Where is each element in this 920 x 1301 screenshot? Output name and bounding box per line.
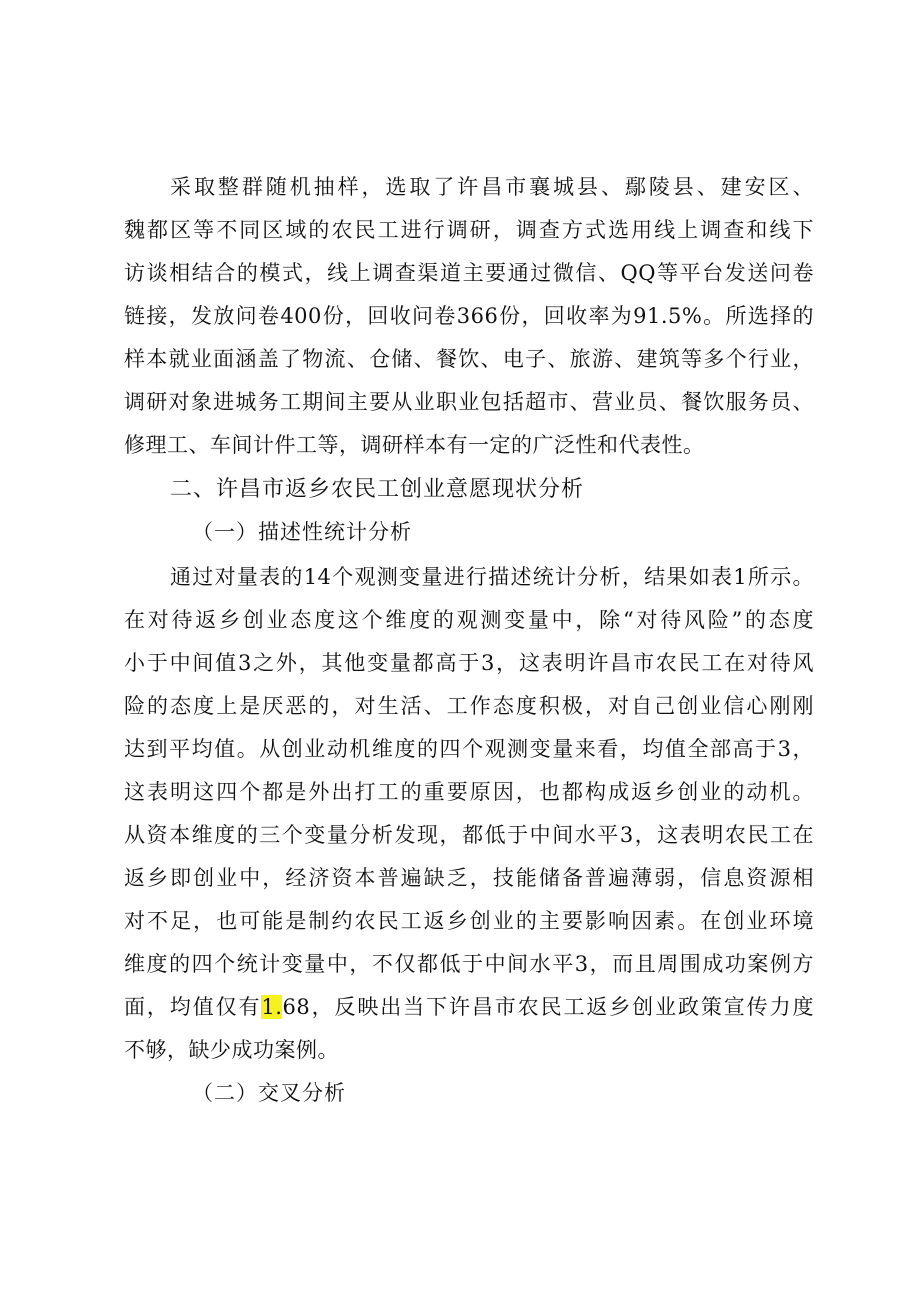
subsection-heading-cross-analysis: （二）交叉分析: [192, 1081, 346, 1105]
paragraph-line-highlighted: [124, 992, 814, 1022]
paragraph-line: 在对待返乡创业态度这个维度的观测变量中，除“对待风险”的态度: [124, 608, 814, 632]
highlighted-text: 1.: [261, 995, 283, 1019]
section-heading: 二、许昌市返乡农民工创业意愿现状分析: [170, 477, 585, 502]
paragraph-line: 链接，发放问卷400份，回收问卷366份，回收率为91.5%。所选择的: [124, 304, 814, 328]
paragraph-line: 通过对量表的14个观测变量进行描述统计分析，结果如表1所示。: [170, 565, 814, 589]
paragraph-line: 调研对象进城务工期间主要从业职业包括超市、营业员、餐饮服务员、: [124, 390, 814, 414]
line-text-after: 68，反映出当下许昌市农民工返乡创业政策宣传力度: [282, 995, 814, 1019]
paragraph-line: 采取整群随机抽样，选取了许昌市襄城县、鄢陵县、建安区、: [170, 175, 814, 199]
paragraph-line: 这表明这四个都是外出打工的重要原因，也都构成返乡创业的动机。: [124, 780, 814, 804]
subsection-heading-descriptive: （一）描述性统计分析: [192, 520, 412, 544]
paragraph-line: 不够，缺少成功案例。: [124, 1038, 339, 1062]
paragraph-line: 修理工、车间计件工等，调研样本有一定的广泛性和代表性。: [124, 433, 705, 457]
paragraph-line: 达到平均值。从创业动机维度的四个观测变量来看，均值全部高于3，: [124, 737, 814, 761]
paragraph-line: 险的态度上是厌恶的，对生活、工作态度积极，对自己创业信心刚刚: [124, 694, 814, 718]
line-text-before: 面，均值仅有: [124, 995, 262, 1019]
paragraph-line: 维度的四个统计变量中，不仅都低于中间水平3，而且周围成功案例方: [124, 952, 814, 976]
paragraph-line: 小于中间值3之外，其他变量都高于3，这表明许昌市农民工在对待风: [124, 651, 814, 675]
paragraph-line: 从资本维度的三个变量分析发现，都低于中间水平3，这表明农民工在: [124, 823, 814, 847]
paragraph-line: 对不足，也可能是制约农民工返乡创业的主要影响因素。在创业环境: [124, 909, 814, 933]
paragraph-line: 魏都区等不同区域的农民工进行调研，调查方式选用线上调查和线下: [124, 218, 814, 242]
paragraph-line: 访谈相结合的模式，线上调查渠道主要通过微信、QQ等平台发送问卷: [124, 261, 814, 285]
paragraph-line: 返乡即创业中，经济资本普遍缺乏，技能储备普遍薄弱，信息资源相: [124, 866, 814, 890]
paragraph-line: 样本就业面涵盖了物流、仓储、餐饮、电子、旅游、建筑等多个行业，: [124, 347, 814, 371]
